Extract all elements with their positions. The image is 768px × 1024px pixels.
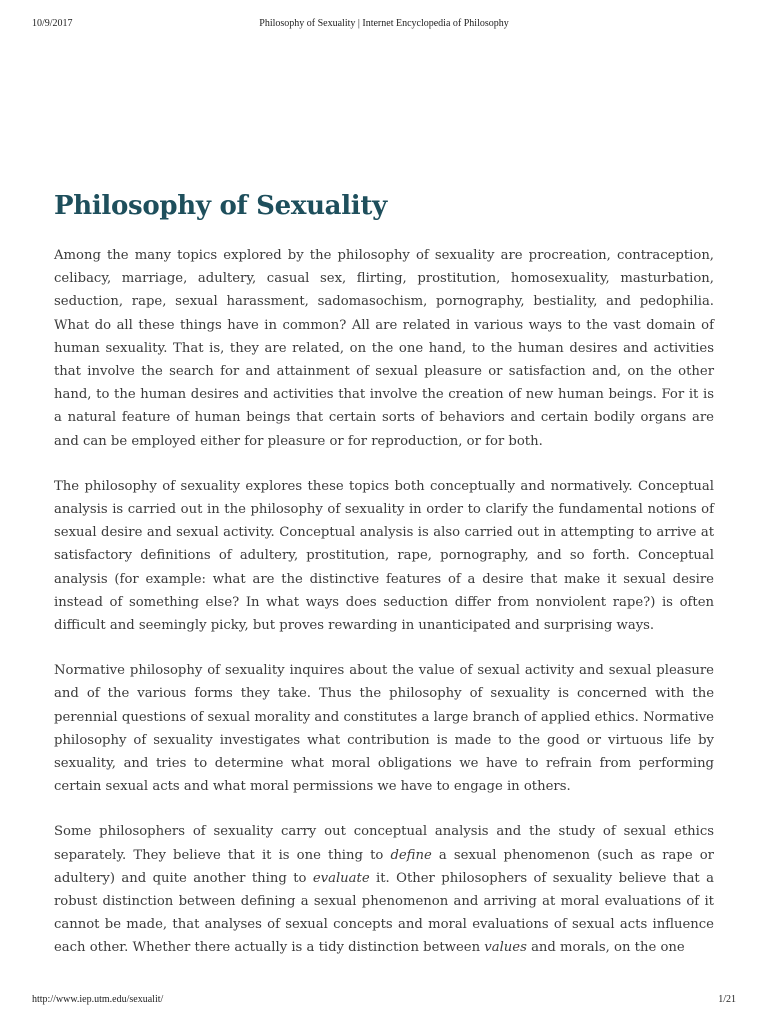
paragraph-4-text: it. Other philosophers of sexuality believe that a robust distinction between defining a sexual phenomenon and arriving at moral evaluations of it cannot be made, that analyses of sexual concepts and moral evaluations of sexual acts influence each other. Whether there actually is a tidy distinction between <box>54 870 714 956</box>
print-url: http://www.iep.utm.edu/sexualit/ <box>32 994 164 1005</box>
page-number: 1/21 <box>718 994 736 1005</box>
print-header <box>32 18 736 32</box>
page-title: Philosophy of Sexuality <box>54 191 387 221</box>
paragraph-2: The philosophy of sexuality explores these topics both conceptually and normatively. Conceptual analysis is carried out in the philosophy of sexuality in order to clarify the fundamental notions of sexual desire and sexual activity. Conceptual analysis is also carried out in attempting to arrive at satisfactory definitions of adultery, prostitution, rape, pornography, and so forth. Conceptual analysis (for example: what are the distinctive features of a desire that make it sexual desire instead of something else? In what ways does seduction differ from nonviolent rape?) is often difficult and seemingly picky, but proves rewarding in unanticipated and surprising ways. <box>54 478 714 634</box>
paragraph-4 <box>54 820 714 959</box>
emphasis-values: values <box>484 940 527 956</box>
print-footer <box>32 994 736 1008</box>
paragraph-4-text: and morals, on the one <box>526 940 685 956</box>
emphasis-define: define <box>390 847 432 863</box>
print-doc-title: Philosophy of Sexuality | Internet Encyclopedia of Philosophy <box>259 18 509 29</box>
emphasis-evaluate: evaluate <box>312 870 370 886</box>
paragraph-3: Normative philosophy of sexuality inquires about the value of sexual activity and sexual pleasure and of the various forms they take. Thus the philosophy of sexuality is concerned with the perennial questions of sexual morality and constitutes a large branch of applied ethics. Normative philosophy of sexuality investigates what contribution is made to the good or virtuous life by sexuality, and tries to determine what moral obligations we have to refrain from performing certain sexual acts and what moral permissions we have to engage in others. <box>54 663 714 795</box>
paragraph-1: Among the many topics explored by the philosophy of sexuality are procreation, contraception, celibacy, marriage, adultery, casual sex, flirting, prostitution, homosexuality, masturbation, seduction, rape, sexual harassment, sadomasochism, pornography, bestiality, and pedophilia. What do all these things have in common? All are related in various ways to the vast domain of human sexuality. That is, they are related, on the one hand, to the human desires and activities that involve the search for and attainment of sexual pleasure or satisfaction and, on the other hand, to the human desires and activities that involve the creation of new human beings. For it is a natural feature of human beings that certain sorts of behaviors and certain bodily organs are and can be employed either for pleasure or for reproduction, or for both. <box>54 248 714 449</box>
paragraph-4-text: a sexual phenomenon (such as rape or adultery) and quite another thing to <box>54 847 714 886</box>
print-date: 10/9/2017 <box>32 18 73 29</box>
paragraph-4-text: Some philosophers of sexuality carry out conceptual analysis and the study of sexual ethics separately. They believe that it is one thing to <box>54 824 714 863</box>
article <box>54 186 714 982</box>
